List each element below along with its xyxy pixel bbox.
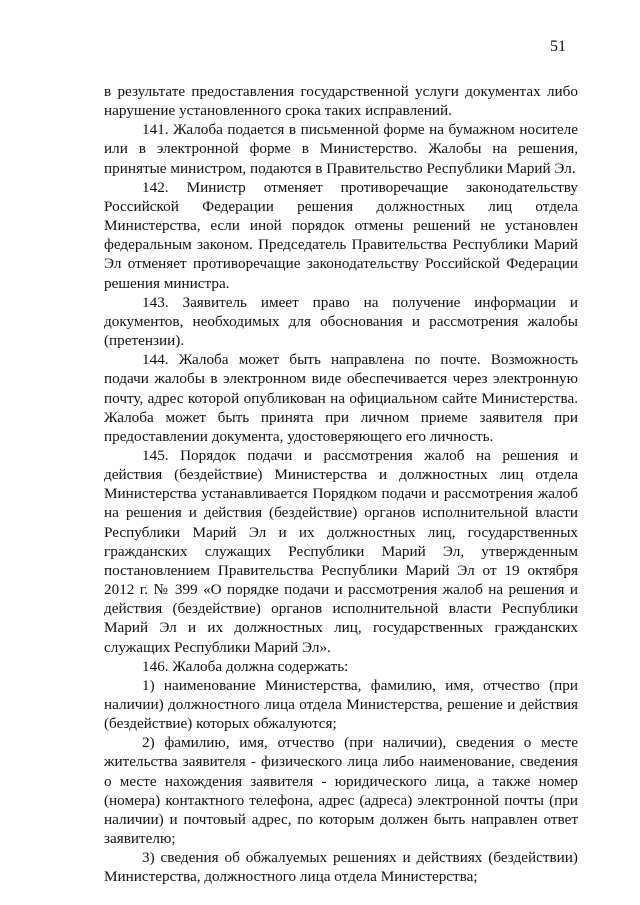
- paragraph-142: 142. Министр отменяет противоречащие законодательству Российской Федерации решения должностных лиц отдела Министерства, если иной порядок отмены решений не установлен федеральным законом. Председатель Правительства Республики Марий Эл отменяет противоречащие законодательству Российской Федерации решения министра.: [104, 178, 578, 292]
- list-item-2: 2) фамилию, имя, отчество (при наличии), сведения о месте жительства заявителя - физического лица либо наименование, сведения о месте нахождения заявителя - юридического лица, а также номер (номера) контактного телефона, адрес (адреса) электронной почты (при наличии) и почтовый адрес, по которым должен быть направлен ответ заявителю;: [104, 734, 578, 848]
- paragraph-144: 144. Жалоба может быть направлена по почте. Возможность подачи жалобы в электронном виде обеспечивается через электронную почту, адрес которой опубликован на официальном сайте Министерства. Жалоба может быть принята при личном приеме заявителя при предоставлении документа, удостоверяющего его личность.: [104, 351, 578, 445]
- document-body: [104, 82, 578, 887]
- paragraph-146: 146. Жалоба должна содержать:: [142, 657, 349, 675]
- list-item-1: 1) наименование Министерства, фамилию, имя, отчество (при наличии) должностного лица отдела Министерства, решение и действия (бездействие) которых обжалуются;: [104, 676, 578, 733]
- page-number: 51: [550, 38, 566, 55]
- paragraph-141: 141. Жалоба подается в письменной форме на бумажном носителе или в электронной форме в Министерство. Жалобы на решения, принятые министром, подаются в Правительство Республики Марий Эл.: [104, 121, 578, 177]
- paragraph-143: 143. Заявитель имеет право на получение информации и документов, необходимых для обоснования и рассмотрения жалобы (претензии).: [104, 293, 578, 350]
- list-item-3: 3) сведения об обжалуемых решениях и действиях (бездействии) Министерства, должностного лица отдела Министерства;: [104, 849, 578, 886]
- paragraph-145: 145. Порядок подачи и рассмотрения жалоб на решения и действия (бездействие) Министерства и должностных лиц отдела Министерства устанавливается Порядком подачи и рассмотрения жалоб на решения и действия (бездействие) органов исполнительной власти Республики Марий Эл и их должностных лиц, государственных гражданских служащих Республики Марий Эл, утвержденным постановлением Правительства Республики Марий Эл от 19 октября 2012 г. № 399 «О порядке подачи и рассмотрения жалоб на решения и действия (бездействие) органов исполнительной власти Республики Марий Эл и их должностных лиц, государственных гражданских служащих Республики Марий Эл».: [104, 446, 578, 656]
- paragraph-continuation: в результате предоставления государственной услуги документах либо нарушение установленного срока таких исправлений.: [104, 83, 578, 120]
